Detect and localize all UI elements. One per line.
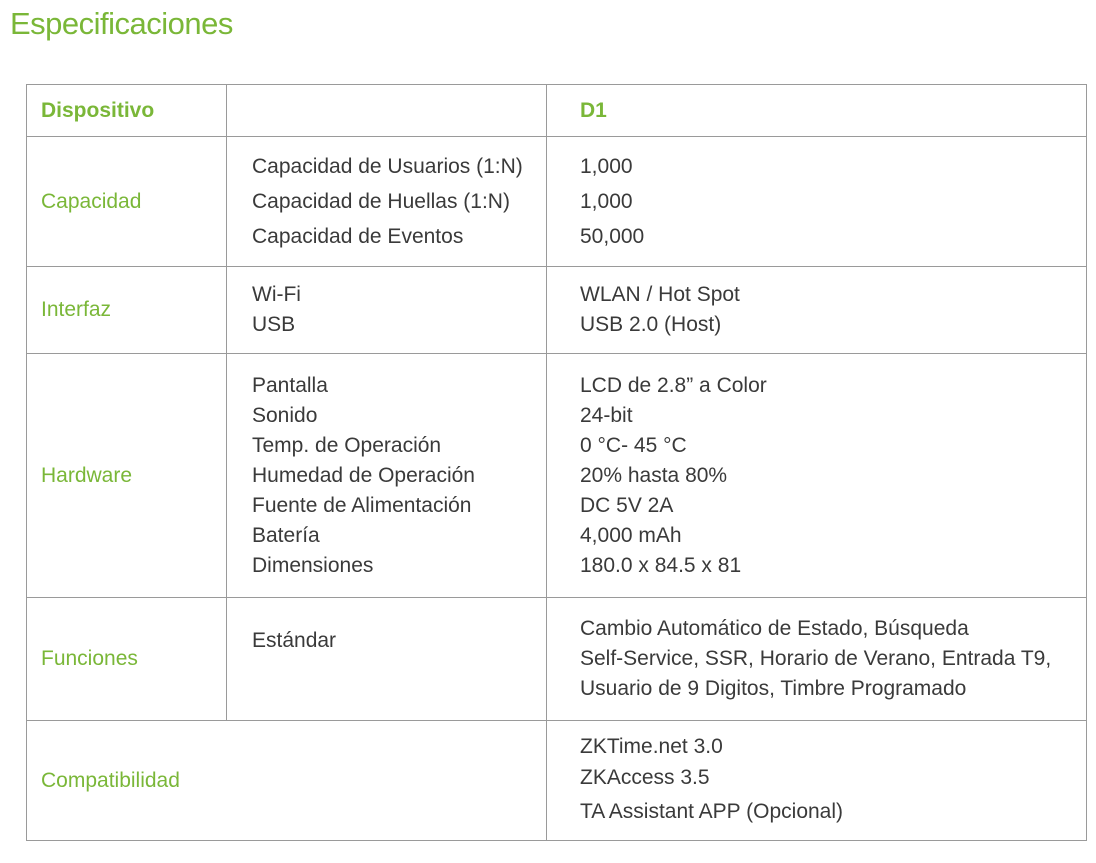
value-funciones-line-1: Cambio Automático de Estado, Búsqueda — [580, 617, 969, 640]
label-bateria: Batería — [252, 523, 320, 547]
section-compatibilidad: Compatibilidad — [27, 721, 547, 841]
section-capacidad: Capacidad — [27, 137, 227, 267]
label-humedad-operacion: Humedad de Operación — [252, 463, 475, 487]
section-funciones: Funciones — [27, 598, 227, 721]
value-zkaccess: ZKAccess 3.5 — [580, 766, 710, 789]
row-funciones — [27, 598, 1087, 721]
interfaz-labels — [227, 267, 547, 354]
interfaz-values — [547, 267, 1087, 354]
value-dimensiones: 180.0 x 84.5 x 81 — [580, 553, 742, 577]
label-dimensiones: Dimensiones — [252, 553, 374, 577]
label-usb: USB — [252, 313, 296, 336]
label-temp-operacion: Temp. de Operación — [252, 433, 442, 457]
value-usb: USB 2.0 (Host) — [580, 313, 722, 336]
header-model: D1 — [547, 85, 1087, 137]
value-temp-operacion: 0 °C- 45 °C — [580, 433, 687, 457]
value-funciones-line-2: Self-Service, SSR, Horario de Verano, Entrada T9, — [580, 647, 1052, 670]
value-ta-assistant: TA Assistant APP (Opcional) — [580, 800, 844, 823]
label-pantalla: Pantalla — [252, 373, 328, 397]
header-empty-cell — [227, 85, 547, 137]
value-humedad-operacion: 20% hasta 80% — [580, 463, 728, 487]
value-sonido: 24-bit — [580, 403, 633, 427]
table-header-row — [27, 85, 1087, 137]
value-bateria: 4,000 mAh — [580, 523, 682, 547]
value-pantalla: LCD de 2.8” a Color — [580, 373, 767, 397]
header-device-label: Dispositivo — [27, 85, 227, 137]
row-compatibilidad — [27, 721, 1087, 841]
compatibilidad-values — [547, 721, 1087, 841]
value-wifi: WLAN / Hot Spot — [580, 283, 740, 306]
page-title: Especificaciones — [10, 6, 233, 41]
specifications-table — [26, 84, 1087, 841]
label-capacidad-huellas: Capacidad de Huellas (1:N) — [252, 190, 510, 213]
label-wifi: Wi-Fi — [252, 283, 301, 306]
label-fuente-alimentacion: Fuente de Alimentación — [252, 493, 472, 517]
section-interfaz: Interfaz — [27, 267, 227, 354]
value-capacidad-usuarios: 1,000 — [580, 155, 633, 178]
funciones-labels — [227, 598, 547, 721]
value-fuente-alimentacion: DC 5V 2A — [580, 493, 674, 517]
hardware-labels — [227, 354, 547, 598]
label-capacidad-usuarios: Capacidad de Usuarios (1:N) — [252, 155, 523, 178]
funciones-values — [547, 598, 1087, 721]
value-funciones-line-3: Usuario de 9 Digitos, Timbre Programado — [580, 677, 967, 700]
row-interfaz — [27, 267, 1087, 354]
label-sonido: Sonido — [252, 403, 318, 427]
value-capacidad-huellas: 1,000 — [580, 190, 633, 213]
label-capacidad-eventos: Capacidad de Eventos — [252, 225, 464, 248]
row-hardware — [27, 354, 1087, 598]
value-zktime: ZKTime.net 3.0 — [580, 735, 723, 758]
row-capacidad — [27, 137, 1087, 267]
section-hardware: Hardware — [27, 354, 227, 598]
capacidad-values — [547, 137, 1087, 267]
capacidad-labels — [227, 137, 547, 267]
value-capacidad-eventos: 50,000 — [580, 225, 645, 248]
hardware-values — [547, 354, 1087, 598]
label-estandar: Estándar — [252, 629, 337, 652]
